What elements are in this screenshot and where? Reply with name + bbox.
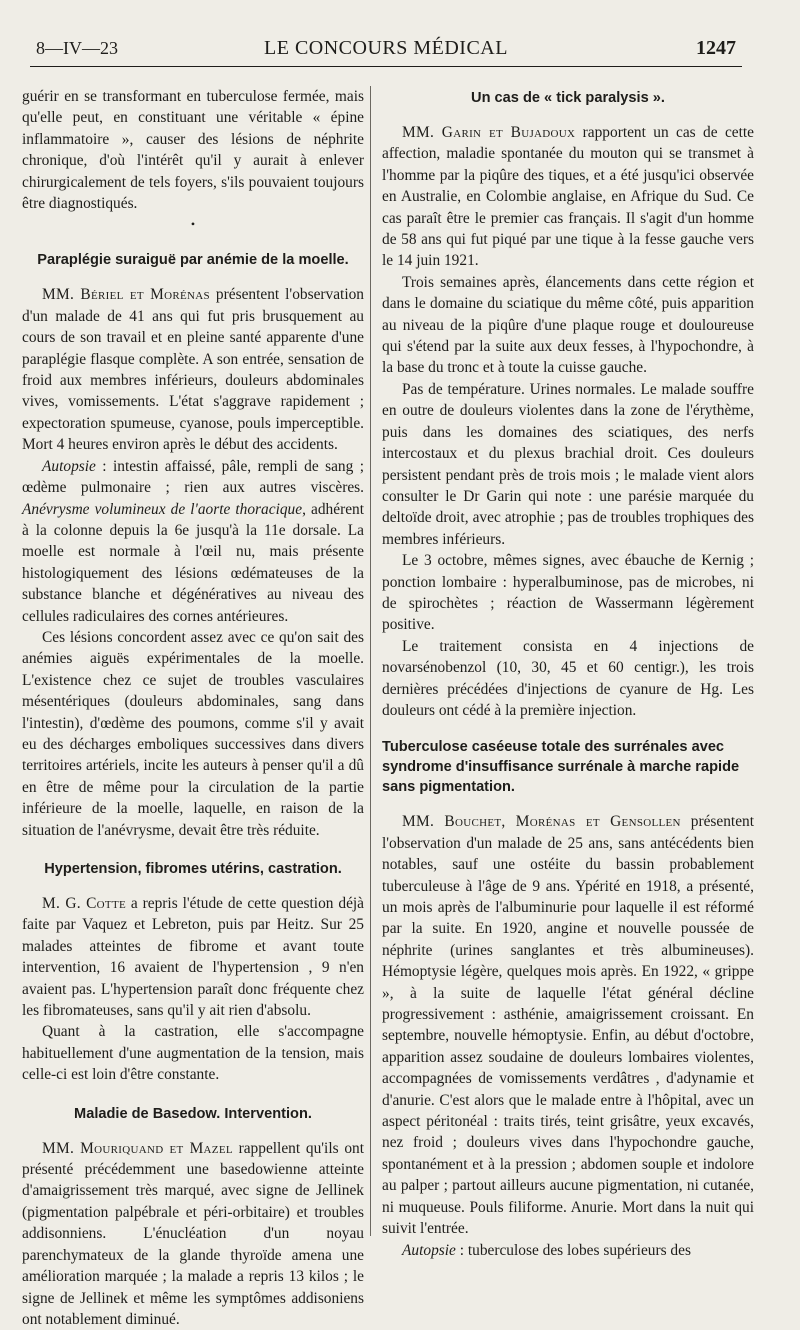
section-ornament: • [190,217,196,232]
continued-paragraph: guérir en se transformant en tuberculose fermée, mais qu'elle peut, en constituant une véritable « épine inflammatoire », causer des lésions de néphrite chronique, d'où l'intérêt qu'il y aurait à enlever chirurgicalement de tels foyers, s'ils pouvaient toujours être diagnostiqués. [22,88,364,213]
paragraph: Trois semaines après, élancements dans cette région et dans le domaine du sciatique du même côté, puis apparition au niveau de la piqûre d'une plaque rouge et douloureuse qui s'étend par la suite aux deux fesses, à l'hypochondre, à la base du tronc et à toute la cuisse gauche. [382,273,754,377]
paragraph: Ces lésions concordent assez avec ce qu'on sait des anémies aiguës expérimentales de la moelle. L'existence chez ce sujet de troubles vasculaires mésentériques (douleurs abdominales, sang dans l'intestin), d'œdème des poumons, comme s'il y avait eu des décharges emboliques successives dans divers territoires artériels, incite les auteurs à penser qu'il a dû en être de même pour la circulation de la partie inférieure de la moelle, laquelle, en raison de la situation de l'anévrysme, devait être très réduite. [22,628,364,839]
paragraph: Le traitement consista en 4 injections de novarsénobenzol (10, 30, 45 et 60 centigr.), les trois dernières précédées d'injections de cyanure de Hg. Les douleurs ont cédé à la première injection. [382,637,754,719]
paragraph: M. G. Cotte a repris l'étude de cette question déjà faite par Vaquez et Lebreton, puis par Heitz. Sur 25 malades atteintes de fibrome et avant toute intervention, 16 avaient de l'hypertension , 9 n'en avaient pas. L'hypertension paraît donc fréquente chez les fibromateuses, sans qu'il y ait rien d'absolu. [22,895,365,1020]
paragraph: Quant à la castration, elle s'accompagne habituellement d'une augmentation de la tension, mais celle-ci est loin d'être constante. [22,1023,364,1084]
paragraph: Pas de température. Urines normales. Le malade souffre en outre de douleurs violentes dans la zone de l'érythème, puis dans les domaines des sciatiques, des nerfs intercostaux et du plexus brachial droit. Ces douleurs persistent pendant près de trois mois ; le malade vient alors consulter le Dr Garin qui note : une parésie marquée du deltoïde droit, avec atrophie ; pas de troubles trophiques des membres inférieurs. [382,380,754,548]
authors: MM. Mouriquand et Mazel [42,1139,233,1157]
right-column [382,86,754,1261]
page-number: 1247 [696,37,736,59]
authors: M. G. Cotte [42,895,126,912]
authors: MM. Garin et Bujadoux [402,124,576,141]
autopsie-label: Autopsie [402,1241,456,1259]
autopsie-label: Autopsie [42,457,96,475]
section-heading-paraplegie: Paraplégie suraiguë par anémie de la moelle. [37,252,349,269]
paragraph: Autopsie : tuberculose des lobes supérieurs des [402,1241,691,1259]
left-column [22,86,364,1330]
section-heading-tick-paralysis: Un cas de « tick paralysis ». [471,90,665,106]
paragraph: MM. Mouriquand et Mazel rappellent qu'ils ont présenté précédemment une basedowienne atteinte d'amaigrissement très marqué, avec signe de Jellinek (pigmentation palpébrale et péri-orbitaire) et troubles addisonniens. L'énucléation d'un noyau parenchymateux de la glande thyroïde amena une amélioration marquée ; la malade a repris 13 kilos ; le signe de Jellinek et même les symptômes addisoniens ont notablement diminué. [22,1139,364,1328]
paragraph: MM. Bériel et Morénas présentent l'observation d'un malade de 41 ans qui fut pris brusquement au cours de son travail et en pleine santé apparente d'une paraplégie flasque complète. A son entrée, sensation de froid aux membres inférieurs, douleurs abdominales vives, vomissements. L'état s'aggrave rapidement ; expectoration spumeuse, cyanose, pouls imperceptible. Mort 4 heures environ après le début des accidents. [22,286,364,454]
section-heading-tuberculose: Tuberculose caséeuse totale des surrénales avec syndrome d'insuffisance surrénale à marche rapide sans pigmentation. [382,739,740,796]
paragraph: Autopsie : intestin affaissé, pâle, rempli de sang ; œdème pulmonaire ; rien aux autres viscères. Anévrysme volumineux de l'aorte thoracique, adhérent à la colonne depuis la 6e jusqu'à la 11e dorsale. La moelle est normale à l'œil nu, mais présente histologiquement des lésions œdémateuses de la substance blanche et dégénératives au niveau des cellules radiculaires des cornes antérieures. [22,457,364,625]
issue-folio: 8—IV—23 [36,38,118,58]
paragraph: MM. Garin et Bujadoux rapportent un cas de cette affection, maladie spontanée du mouton qui se transmet à l'homme par la piqûre des tiques, et a été jusqu'ici observée en Australie, en Colombie anglaise, en Afrique du Sud. Ce cas paraît être le premier cas français. Il s'agit d'un homme de 58 ans qui fut piqué par une tique à la fesse gauche vers le 14 juin 1921. [382,124,754,270]
authors: MM. Bouchet, Morénas et Gensollen [402,813,681,831]
section-heading-basedow: Maladie de Basedow. Intervention. [74,1105,312,1122]
column-divider [370,86,371,1236]
header-rule [30,66,742,67]
section-heading-hypertension: Hypertension, fibromes utérins, castration. [44,861,342,877]
paragraph: MM. Bouchet, Morénas et Gensollen présentent l'observation d'un malade de 25 ans, sans antécédents bien notables, sauf une ostéite du bassin probablement tuberculeuse à l'âge de 9 ans. Ypérité en 1918, a présenté, un mois après de l'albuminurie pour laquelle il est réformé par la suite. En 1920, angine et nouvelle poussée de néphrite (urines sanglantes et très albumineuses). Hémoptysie légère, quelques mois après. En 1922, « grippe », à la suite de laquelle l'état général décline progressivement : asthénie, amaigrissement croissant. En septembre, nouvelle hémoptysie. Enfin, au début d'octobre, apparition assez soudaine de douleurs lombaires violentes, accompagnées de vomissements verdâtres , d'adynamie et d'anurie. C'est alors que le malade entre à l'hôpital, avec un aspect péritonéal : traits tirés, teint grisâtre, yeux excavés, nez froid ; douleurs vives dans l'hypochondre gauche, spontanément et à la pression ; abdomen souple et indolore au palper ; partout ailleurs aucune pigmentation, ni cutanée, ni muqueuse. Pouls filiforme. Anurie. Mort dans la nuit qui suivit l'entrée. [382,813,755,1238]
paragraph: Le 3 octobre, mêmes signes, avec ébauche de Kernig ; ponction lombaire : hyperalbuminose, pas de microbes, ni de spirochètes ; réaction de Wassermann légèrement positive. [382,552,754,634]
page-header [36,36,736,60]
running-title: LE CONCOURS MÉDICAL [264,37,508,59]
authors: MM. Bériel et Morénas [42,286,210,304]
